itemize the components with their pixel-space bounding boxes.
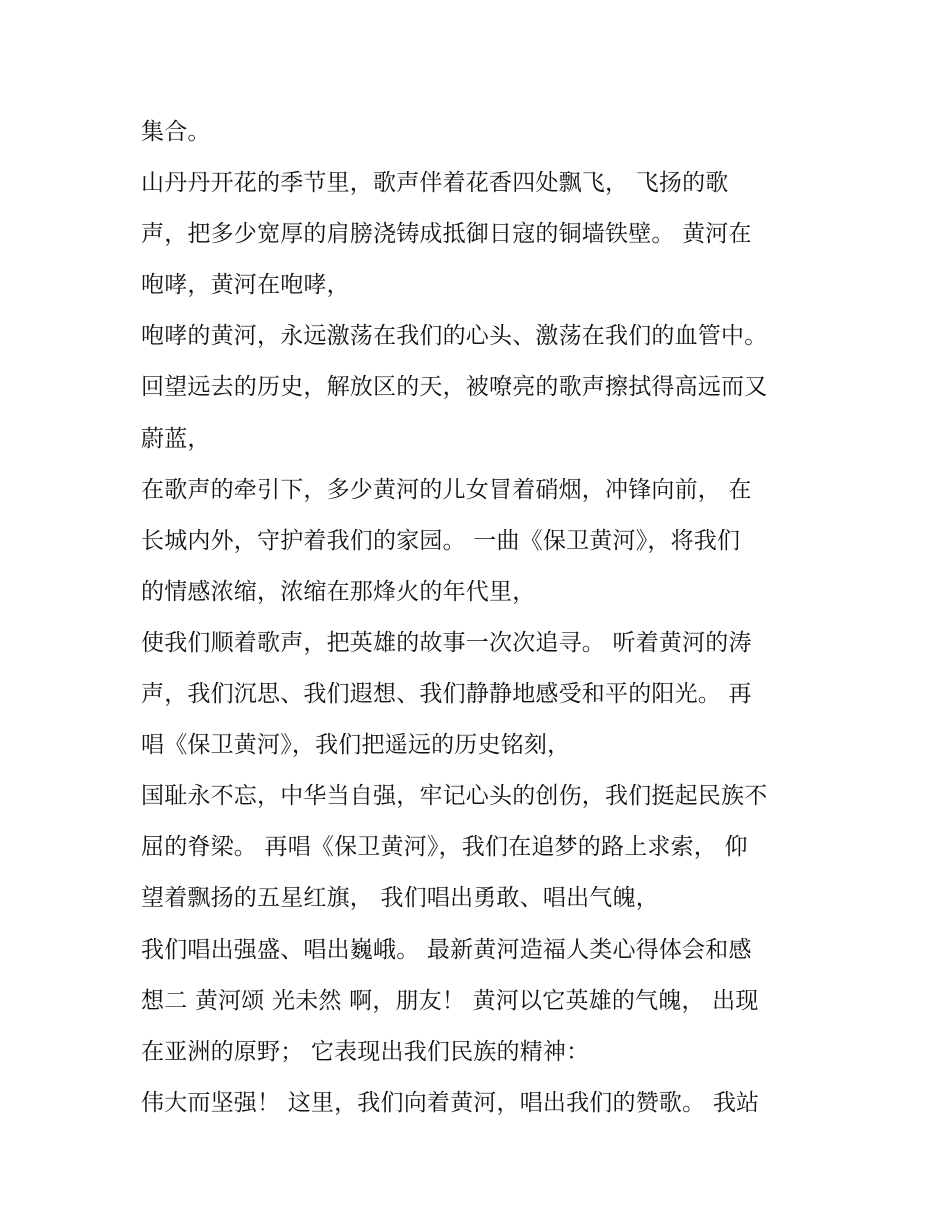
text-line: 声，把多少宽厚的肩膀浇铸成抵御日寇的铜墙铁壁。 黄河在 bbox=[141, 221, 752, 248]
text-line: 我们唱出强盛、唱出巍峨。 最新黄河造福人类心得体会和感 bbox=[141, 936, 752, 963]
text-line: 的情感浓缩，浓缩在那烽火的年代里， bbox=[141, 578, 536, 605]
text-line: 屈的脊梁。 再唱《保卫黄河》，我们在追梦的路上求索， 仰 bbox=[141, 834, 748, 861]
text-line: 蔚蓝， bbox=[141, 425, 211, 452]
text-line: 咆哮，黄河在咆哮， bbox=[141, 272, 350, 299]
text-line: 国耻永不忘，中华当自强，牢记心头的创伤，我们挺起民族不 bbox=[141, 783, 768, 810]
text-line: 唱《保卫黄河》，我们把遥远的历史铭刻， bbox=[141, 732, 571, 759]
text-line: 在亚洲的原野； 它表现出我们民族的精神： bbox=[141, 1038, 590, 1065]
text-line: 集合。 bbox=[141, 119, 211, 145]
text-line: 山丹丹开花的季节里，歌声伴着花香四处飘飞， 飞扬的歌 bbox=[141, 170, 729, 197]
text-line: 回望远去的历史，解放区的天，被嘹亮的歌声擦拭得高远而又 bbox=[141, 374, 768, 401]
text-line: 声，我们沉思、我们遐想、我们静静地感受和平的阳光。 再 bbox=[141, 681, 752, 708]
text-line: 伟大而坚强！ 这里，我们向着黄河，唱出我们的赞歌。 我站 bbox=[141, 1089, 760, 1116]
text-line: 在歌声的牵引下，多少黄河的儿女冒着硝烟，冲锋向前， 在 bbox=[141, 476, 752, 503]
text-line: 使我们顺着歌声，把英雄的故事一次次追寻。 听着黄河的涛 bbox=[141, 629, 752, 656]
text-line: 咆哮的黄河，永远激荡在我们的心头、激荡在我们的血管中。 bbox=[141, 323, 768, 350]
text-line: 想二 黄河颂 光未然 啊，朋友！ 黄河以它英雄的气魄， 出现 bbox=[141, 987, 759, 1014]
text-line: 望着飘扬的五星红旗， 我们唱出勇敢、唱出气魄， bbox=[141, 885, 659, 912]
body-text bbox=[141, 107, 831, 1129]
text-line: 长城内外，守护着我们的家园。 一曲《保卫黄河》，将我们 bbox=[141, 527, 741, 554]
